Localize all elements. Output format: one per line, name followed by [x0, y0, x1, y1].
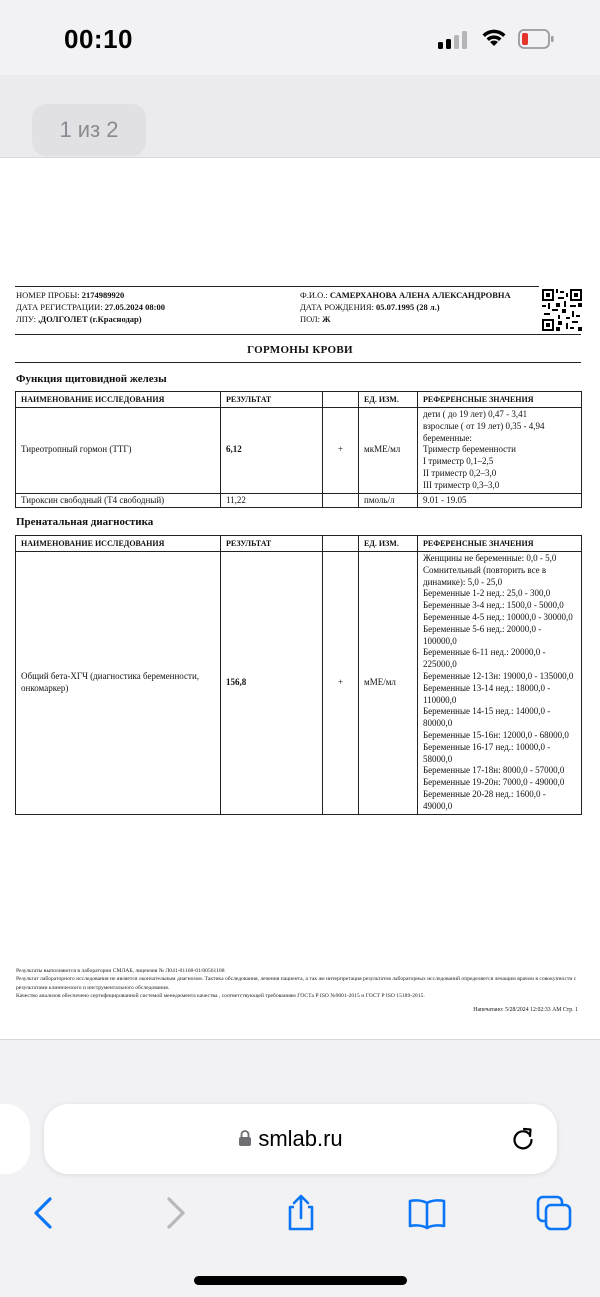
test-flag — [323, 493, 359, 508]
status-time: 00:10 — [64, 24, 133, 54]
cellular-signal-icon — [438, 31, 468, 49]
lab-report-page — [0, 157, 600, 1039]
reload-icon[interactable] — [510, 1126, 536, 1152]
home-indicator — [194, 1276, 407, 1285]
battery-low-icon — [518, 28, 555, 50]
col-result-header: РЕЗУЛЬТАТ — [221, 536, 323, 552]
col-result-header: РЕЗУЛЬТАТ — [221, 392, 323, 408]
page-indicator: 1 из 2 — [32, 104, 146, 156]
forward-icon[interactable] — [155, 1193, 195, 1233]
tabs-icon[interactable] — [534, 1193, 574, 1233]
col-unit-header: ЕД. ИЗМ. — [359, 392, 418, 408]
header-divider-top — [15, 286, 539, 287]
col-flag-header — [323, 536, 359, 552]
title-divider — [15, 362, 581, 363]
test-name: Тироксин свободный (Т4 свободный) — [16, 493, 221, 508]
patient-name: Ф.И.О.: САМЕРХАНОВА АЛЕНА АЛЕКСАНДРОВНА — [300, 290, 511, 300]
sample-number: НОМЕР ПРОБЫ: 2174989920 — [16, 290, 125, 300]
test-reference: 9.01 - 19.05 — [418, 493, 582, 508]
header-divider-bottom — [15, 334, 581, 335]
report-footer: Результаты выполняются в лаборатории СМЛАБ, лицензия № Л041-01168-01/00561108 Результат лабораторного исследования не является окончательным диагнозом. Тактика обследования, лечения пациента, а так же интерпретация результатов лабораторных исследований определяется лечащим врачом в совокупности с результатами клинического и инструментального обследования. Качество анализов обеспечено сертифицированной системой менеджмента качества , соответствующей требованиям ГОСТа Р ISO №9001-2015 и ГОСТ Р ISO 15189-2015. — [16, 968, 577, 1000]
qr-code-icon — [542, 289, 582, 331]
test-result: 6,12 — [221, 408, 323, 494]
report-title: ГОРМОНЫ КРОВИ — [247, 344, 353, 356]
test-flag: + — [323, 552, 359, 815]
back-icon[interactable] — [24, 1193, 64, 1233]
test-reference: Женщины не беременные: 0,0 - 5,0 Сомнительный (повторить все в динамике): 5,0 - 25,0 Беременные 1-2 нед.: 25,0 - 300,0 Беременные 3-4 нед.: 1500,0 - 5000,0 Беременные 4-5 нед.: 10000,0 - 30000,0 Беременные 5-6 нед.: 20000,0 - 100000,0 Беременные 6-11 нед.: 20000,0 - 225000,0 Беременные 12-13н: 19000,0 - 135000,0 Беременные 13-14 нед.: 18000,0 - 110000,0 Беременные 14-15 нед.: 14000,0 - 80000,0 Беременные 15-16н: 12000,0 - 68000,0 Беременные 16-17 нед.: 10000,0 - 58000,0 Беременные 17-18н: 8000,0 - 57000,0 Беременные 19-20н: 7000,0 - 49000,0 Беременные 20-28 нед.: 1600,0 - 49000,0 — [418, 552, 582, 815]
table-header — [16, 536, 582, 552]
birth-date: ДАТА РОЖДЕНИЯ: 05.07.1995 (28 л.) — [300, 302, 440, 312]
table-header — [16, 392, 582, 408]
thyroid-table — [15, 391, 582, 508]
previous-tab-preview[interactable] — [0, 1104, 30, 1174]
url-text: smlab.ru — [258, 1126, 343, 1151]
test-unit: мкМЕ/мл — [359, 408, 418, 494]
test-unit: мМЕ/мл — [359, 552, 418, 815]
address-bar[interactable] — [44, 1104, 557, 1174]
test-flag: + — [323, 408, 359, 494]
section-prenatal-title: Пренатальная диагностика — [16, 516, 154, 528]
col-ref-header: РЕФЕРЕНСНЫЕ ЗНАЧЕНИЯ — [418, 536, 582, 552]
registration-date: ДАТА РЕГИСТРАЦИИ: 27.05.2024 08:00 — [16, 302, 165, 312]
sex: ПОЛ: Ж — [300, 314, 331, 324]
test-name: Общий бета-ХГЧ (диагностика беременности, онкомаркер) — [16, 552, 221, 815]
clinic: ЛПУ: ,ДОЛГОЛЕТ (г.Краснодар) — [16, 314, 142, 324]
test-reference: дети ( до 19 лет) 0,47 - 3,41 взрослые ( от 19 лет) 0,35 - 4,94 беременные: Триместр беременности I триместр 0,1–2,5 II триместр 0,2–3,0 III триместр 0,3–3,0 — [418, 408, 582, 494]
printed-timestamp: Напечатано: 5/28/2024 12:02:33 AM Стр. 1 — [473, 1007, 578, 1013]
test-result: 156,8 — [221, 552, 323, 815]
bookmarks-icon[interactable] — [407, 1193, 447, 1233]
test-unit: пмоль/л — [359, 493, 418, 508]
test-name: Тиреотропный гормон (ТТГ) — [16, 408, 221, 494]
col-unit-header: ЕД. ИЗМ. — [359, 536, 418, 552]
test-result: 11,22 — [221, 493, 323, 508]
status-bar — [0, 0, 600, 75]
col-ref-header: РЕФЕРЕНСНЫЕ ЗНАЧЕНИЯ — [418, 392, 582, 408]
col-name-header: НАИМЕНОВАНИЕ ИССЛЕДОВАНИЯ — [16, 536, 221, 552]
col-name-header: НАИМЕНОВАНИЕ ИССЛЕДОВАНИЯ — [16, 392, 221, 408]
prenatal-table — [15, 535, 582, 815]
share-icon[interactable] — [281, 1193, 321, 1233]
section-thyroid-title: Функция щитовидной железы — [16, 373, 167, 385]
table-row — [16, 552, 582, 815]
table-row — [16, 408, 582, 494]
wifi-icon — [480, 26, 508, 48]
table-row — [16, 493, 582, 508]
col-flag-header — [323, 392, 359, 408]
